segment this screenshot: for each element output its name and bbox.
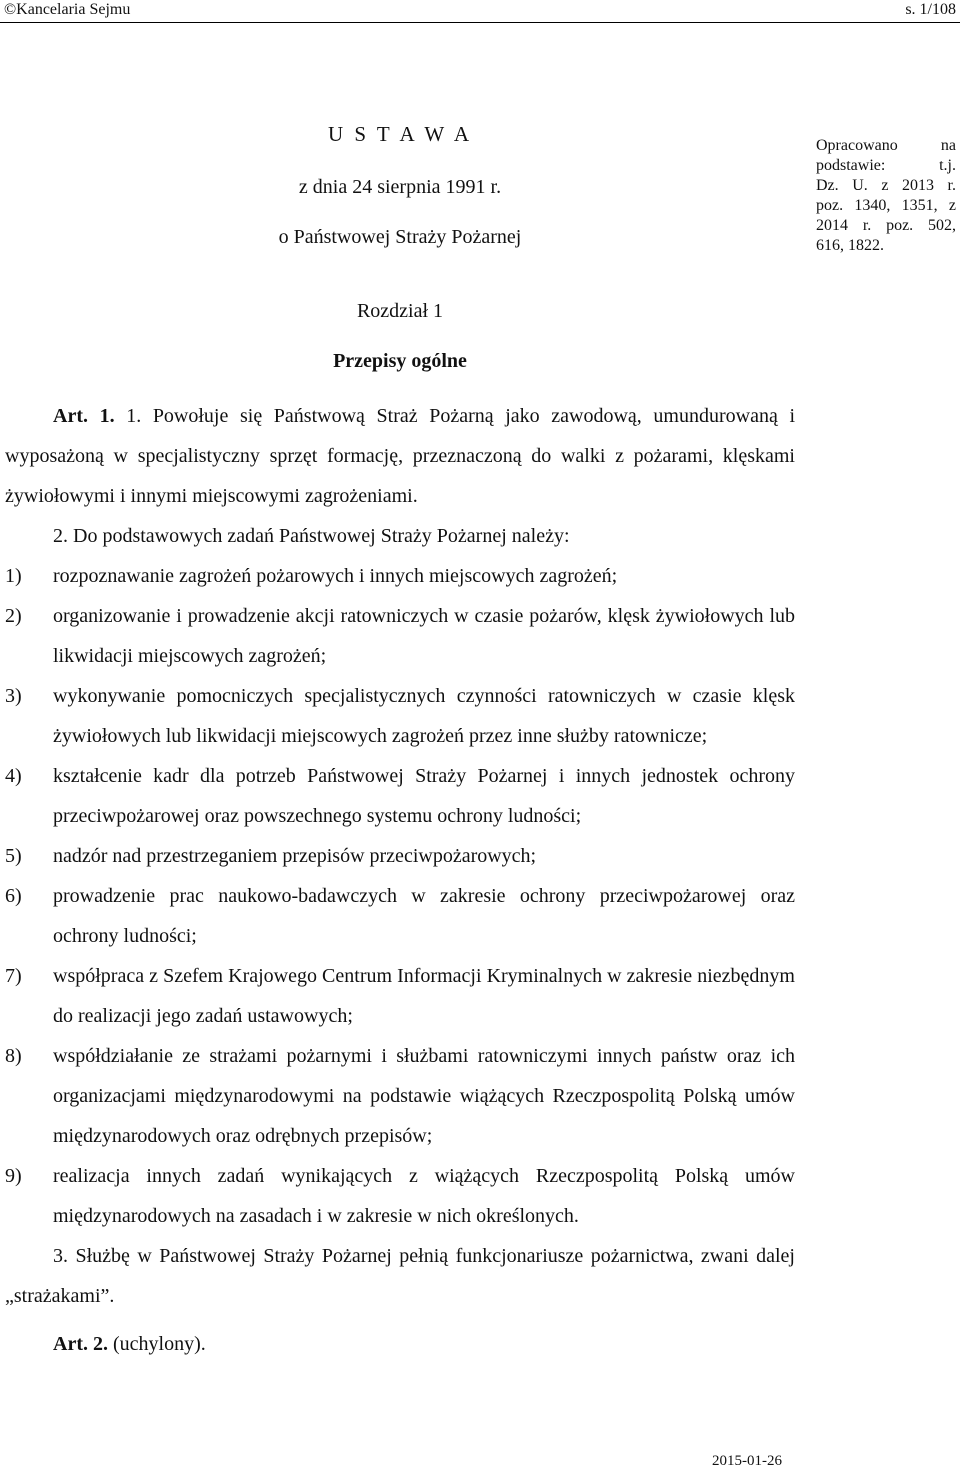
chapter-number: Rozdział 1 xyxy=(356,300,444,322)
act-date: z dnia 24 sierpnia 1991 r. xyxy=(298,176,502,198)
act-subject: o Państwowej Straży Pożarnej xyxy=(278,226,522,248)
source-note-line: Dz. U. z 2013 r. xyxy=(816,177,956,194)
list-item-text: kształcenie kadr dla potrzeb Państwowej Straży Pożarnej i innych jednostek ochrony przeciwpożarowej oraz powszechnego systemu ochrony ludności; xyxy=(53,765,795,827)
list-item xyxy=(5,676,795,756)
list-item-text: realizacja innych zadań wynikających z wiążących Rzeczpospolitą Polską umów międzynarodowych na zasadach i w zakresie w nich określonych. xyxy=(53,1165,795,1227)
source-note-line: 2014 r. poz. 502, xyxy=(816,217,956,234)
act-type-title: U S T A W A xyxy=(327,122,473,146)
art2-paragraph xyxy=(5,1324,795,1364)
list-item-number: 7) xyxy=(5,965,22,987)
art1-paragraph-2: 2. Do podstawowych zadań Państwowej Straży Pożarnej należy: xyxy=(53,525,570,547)
art2-text: (uchylony). xyxy=(112,1333,206,1355)
list-item-number: 1) xyxy=(5,565,22,587)
list-item xyxy=(5,836,795,876)
list-item-text: współdziałanie ze strażami pożarnymi i służbami ratowniczymi innych państw oraz ich organizacjami międzynarodowymi na podstawie wiążących Rzeczpospolitą Polską umów międzynarodowych oraz odrębnych przepisów; xyxy=(53,1045,795,1147)
list-item-number: 3) xyxy=(5,685,22,707)
header-page-number: s. 1/108 xyxy=(905,1,956,18)
list-item-number: 5) xyxy=(5,845,22,867)
footer-date: 2015-01-26 xyxy=(712,1453,782,1469)
source-note xyxy=(816,136,956,256)
document-body xyxy=(5,396,795,1364)
list-item-text: nadzór nad przestrzeganiem przepisów przeciwpożarowych; xyxy=(53,845,537,867)
art1-p1-text: Powołuje się Państwową Straż Pożarną jako zawodową, umundurowaną i wyposażoną w specjalistyczny sprzęt formację, przeznaczoną do walki z pożarami, klęskami żywiołowymi i innymi miejscowymi zagrożeniami. xyxy=(5,405,795,507)
list-item-text: prowadzenie prac naukowo-badawczych w zakresie ochrony przeciwpożarowej oraz ochrony ludności; xyxy=(53,885,795,947)
list-item xyxy=(5,556,795,596)
source-note-line: 616, 1822. xyxy=(816,237,884,254)
list-item xyxy=(5,1156,795,1236)
list-item-number: 6) xyxy=(5,885,22,907)
source-note-line: podstawie: t.j. xyxy=(816,157,956,174)
list-item xyxy=(5,596,795,676)
chapter-name: Przepisy ogólne xyxy=(333,350,467,372)
art1-label: Art. 1. xyxy=(53,405,115,427)
art1-paragraph-3: 3. Służbę w Państwowej Straży Pożarnej pełnią funkcjonariusze pożarnictwa, zwani dalej „strażakami”. xyxy=(5,1245,795,1307)
list-item-text: organizowanie i prowadzenie akcji ratowniczych w czasie pożarów, klęsk żywiołowych lub likwidacji miejscowych zagrożeń; xyxy=(53,605,795,667)
list-item-text: wykonywanie pomocniczych specjalistycznych czynności ratowniczych w czasie klęsk żywiołowych lub likwidacji miejscowych zagrożeń przez inne służby ratownicze; xyxy=(53,685,795,747)
art1-paragraph-1 xyxy=(5,396,795,516)
art1-p1-number: 1. xyxy=(126,405,142,427)
header-publisher: ©Kancelaria Sejmu xyxy=(4,1,131,18)
list-item-number: 4) xyxy=(5,765,22,787)
source-note-line: Opracowano na xyxy=(816,137,956,154)
list-item-number: 2) xyxy=(5,605,22,627)
art2-label: Art. 2. xyxy=(53,1333,108,1355)
source-note-line: poz. 1340, 1351, z xyxy=(816,197,956,214)
list-item xyxy=(5,1036,795,1156)
list-item-text: współpraca z Szefem Krajowego Centrum Informacji Kryminalnych w zakresie niezbędnym do realizacji jego zadań ustawowych; xyxy=(53,965,795,1027)
list-item xyxy=(5,876,795,956)
list-item-text: rozpoznawanie zagrożeń pożarowych i innych miejscowych zagrożeń; xyxy=(53,565,618,587)
list-item xyxy=(5,756,795,836)
page-header xyxy=(0,0,960,23)
list-item-number: 8) xyxy=(5,1045,22,1067)
list-item xyxy=(5,956,795,1036)
list-item-number: 9) xyxy=(5,1165,22,1187)
